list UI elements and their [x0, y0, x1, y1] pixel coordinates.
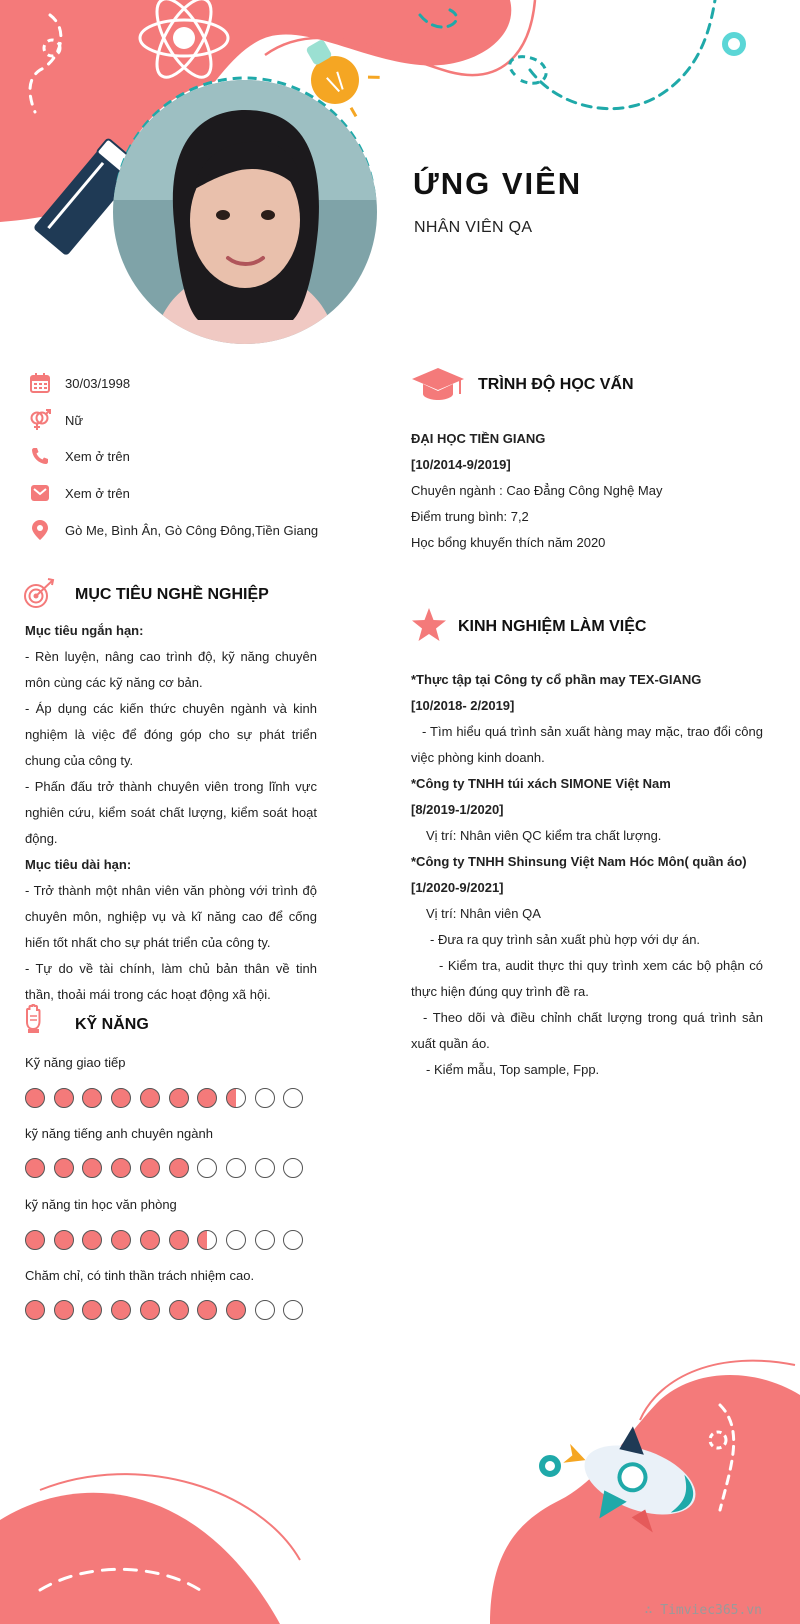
- rating-dot: [226, 1088, 246, 1108]
- contact-value: Xem ở trên: [65, 485, 130, 501]
- candidate-photo: [113, 80, 377, 344]
- rating-dot: [226, 1158, 246, 1178]
- rating-dot: [226, 1230, 246, 1250]
- rating-dot: [111, 1088, 131, 1108]
- objective-heading: MỤC TIÊU NGHỀ NGHIỆP: [75, 586, 269, 603]
- candidate-title: NHÂN VIÊN QA: [414, 219, 533, 236]
- watermark: ∴ Timviec365.vn: [644, 1603, 762, 1618]
- education-period: [10/2014-9/2019]: [411, 457, 511, 472]
- experience-company: *Công ty TNHH Shinsung Việt Nam Hóc Môn( quần áo): [411, 854, 747, 869]
- bottom-left-coral-shape: [0, 1493, 280, 1624]
- rating-dot: [54, 1088, 74, 1108]
- rating-dot: [169, 1088, 189, 1108]
- experience-company: *Công ty TNHH túi xách SIMONE Việt Nam: [411, 776, 671, 791]
- dash-loop-top: [510, 57, 546, 84]
- experience-line: Vị trí: Nhân viên QA: [426, 906, 541, 921]
- objective-content: [25, 618, 317, 1008]
- mail-icon: [28, 481, 52, 505]
- experience-line: - Đưa ra quy trình sản xuất phù hợp với dự án.: [430, 932, 701, 947]
- education-content: [411, 426, 771, 556]
- small-ring-bottom: [542, 1458, 558, 1474]
- rating-dot: [140, 1300, 160, 1320]
- rating-dot: [25, 1300, 45, 1320]
- education-school: ĐẠI HỌC TIỀN GIANG: [411, 431, 546, 446]
- hand-icon: [24, 1004, 46, 1039]
- contact-birthdate: [28, 371, 130, 395]
- objective-long-label: Mục tiêu dài hạn:: [25, 857, 132, 872]
- rating-dot: [54, 1300, 74, 1320]
- candidate-name: ỨNG VIÊN: [413, 166, 583, 201]
- rating-dot: [54, 1230, 74, 1250]
- target-icon: [23, 578, 57, 615]
- phone-icon: [28, 444, 52, 468]
- photo-placeholder-portrait: [113, 80, 377, 344]
- objective-short-label: Mục tiêu ngắn hạn:: [25, 623, 144, 638]
- rating-dot: [111, 1158, 131, 1178]
- skill-label: Chăm chỉ, có tinh thần trách nhiệm cao.: [25, 1268, 255, 1283]
- graduation-cap-icon: [412, 366, 464, 407]
- contact-value: Xem ở trên: [65, 448, 130, 464]
- contact-phone: [28, 444, 130, 468]
- ring-icon: [725, 35, 743, 53]
- education-line: Điểm trung bình: 7,2: [411, 509, 529, 524]
- experience-line: - Tìm hiểu quá trình sản xuất hàng may mặc, trao đổi công việc phòng kinh doanh.: [411, 724, 763, 765]
- experience-company: *Thực tập tại Công ty cổ phần may TEX-GIANG: [411, 672, 702, 687]
- skills-heading: KỸ NĂNG: [75, 1016, 149, 1033]
- experience-line: Vị trí: Nhân viên QC kiểm tra chất lượng.: [426, 828, 662, 843]
- education-heading: TRÌNH ĐỘ HỌC VẤN: [478, 376, 634, 393]
- objective-item: - Phấn đấu trở thành chuyên viên trong lĩnh vực nghiên cứu, kiểm soát chất lượng, kiểm soát hoạt động.: [25, 779, 317, 846]
- experience-period: [8/2019-1/2020]: [411, 802, 504, 817]
- skill-label: kỹ năng tin học văn phòng: [25, 1197, 177, 1212]
- rating-dot: [255, 1230, 275, 1250]
- star-icon: [411, 608, 447, 647]
- location-icon: [28, 518, 52, 542]
- rating-dot: [255, 1300, 275, 1320]
- rating-dot: [25, 1230, 45, 1250]
- contact-value: 30/03/1998: [65, 375, 131, 391]
- objective-item: - Trở thành một nhân viên văn phòng với trình độ chuyên môn, nghiệp vụ và kĩ năng cao để cống hiến tốt nhất cho sự phát triển của công ty.: [25, 883, 317, 950]
- contact-value: Nữ: [65, 412, 84, 428]
- objective-item: - Áp dụng các kiến thức chuyên ngành và kinh nghiệm là việc để đóng góp cho sự phát triển chung của công ty.: [25, 701, 317, 768]
- skill-label: Kỹ năng giao tiếp: [25, 1055, 126, 1070]
- rating-dot: [111, 1230, 131, 1250]
- rating-dot: [169, 1300, 189, 1320]
- experience-line: - Theo dõi và điều chỉnh chất lượng trong quá trình sản xuất quần áo.: [411, 1010, 763, 1051]
- experience-period: [10/2018- 2/2019]: [411, 698, 515, 713]
- rating-dot: [25, 1158, 45, 1178]
- rating-dot: [140, 1158, 160, 1178]
- rating-dot: [169, 1230, 189, 1250]
- gender-icon: [28, 408, 52, 432]
- contact-email: [28, 481, 130, 505]
- experience-line: - Kiểm mẫu, Top sample, Fpp.: [426, 1062, 600, 1077]
- experience-period: [1/2020-9/2021]: [411, 880, 504, 895]
- experience-content: [411, 667, 763, 1083]
- contact-value: Gò Me, Bình Ân, Gò Công Đông,Tiền Giang: [65, 522, 319, 538]
- calendar-icon: [28, 371, 52, 395]
- rating-dot: [255, 1158, 275, 1178]
- rating-dot: [25, 1088, 45, 1108]
- experience-heading: KINH NGHIỆM LÀM VIỆC: [458, 618, 647, 635]
- skill-label: kỹ năng tiếng anh chuyên ngành: [25, 1126, 213, 1141]
- rating-dot: [111, 1300, 131, 1320]
- rating-dot: [255, 1088, 275, 1108]
- education-line: Chuyên ngành : Cao Đẳng Công Nghệ May: [411, 483, 663, 498]
- objective-item: - Tự do về tài chính, làm chủ bản thân về tinh thần, thoải mái trong các hoạt động xã hội.: [25, 961, 317, 1002]
- rating-dot: [54, 1158, 74, 1178]
- rating-dot: [226, 1300, 246, 1320]
- contact-gender: [28, 408, 83, 432]
- rating-dot: [140, 1230, 160, 1250]
- rating-dot: [140, 1088, 160, 1108]
- experience-line: - Kiểm tra, audit thực thi quy trình xem các bộ phận có thực hiện đúng quy trình đề ra.: [411, 958, 763, 999]
- objective-item: - Rèn luyện, nâng cao trình độ, kỹ năng chuyên môn cùng các kỹ năng cơ bản.: [25, 649, 317, 690]
- education-line: Học bổng khuyến thích năm 2020: [411, 535, 606, 550]
- rating-dot: [169, 1158, 189, 1178]
- contact-address: [28, 518, 318, 542]
